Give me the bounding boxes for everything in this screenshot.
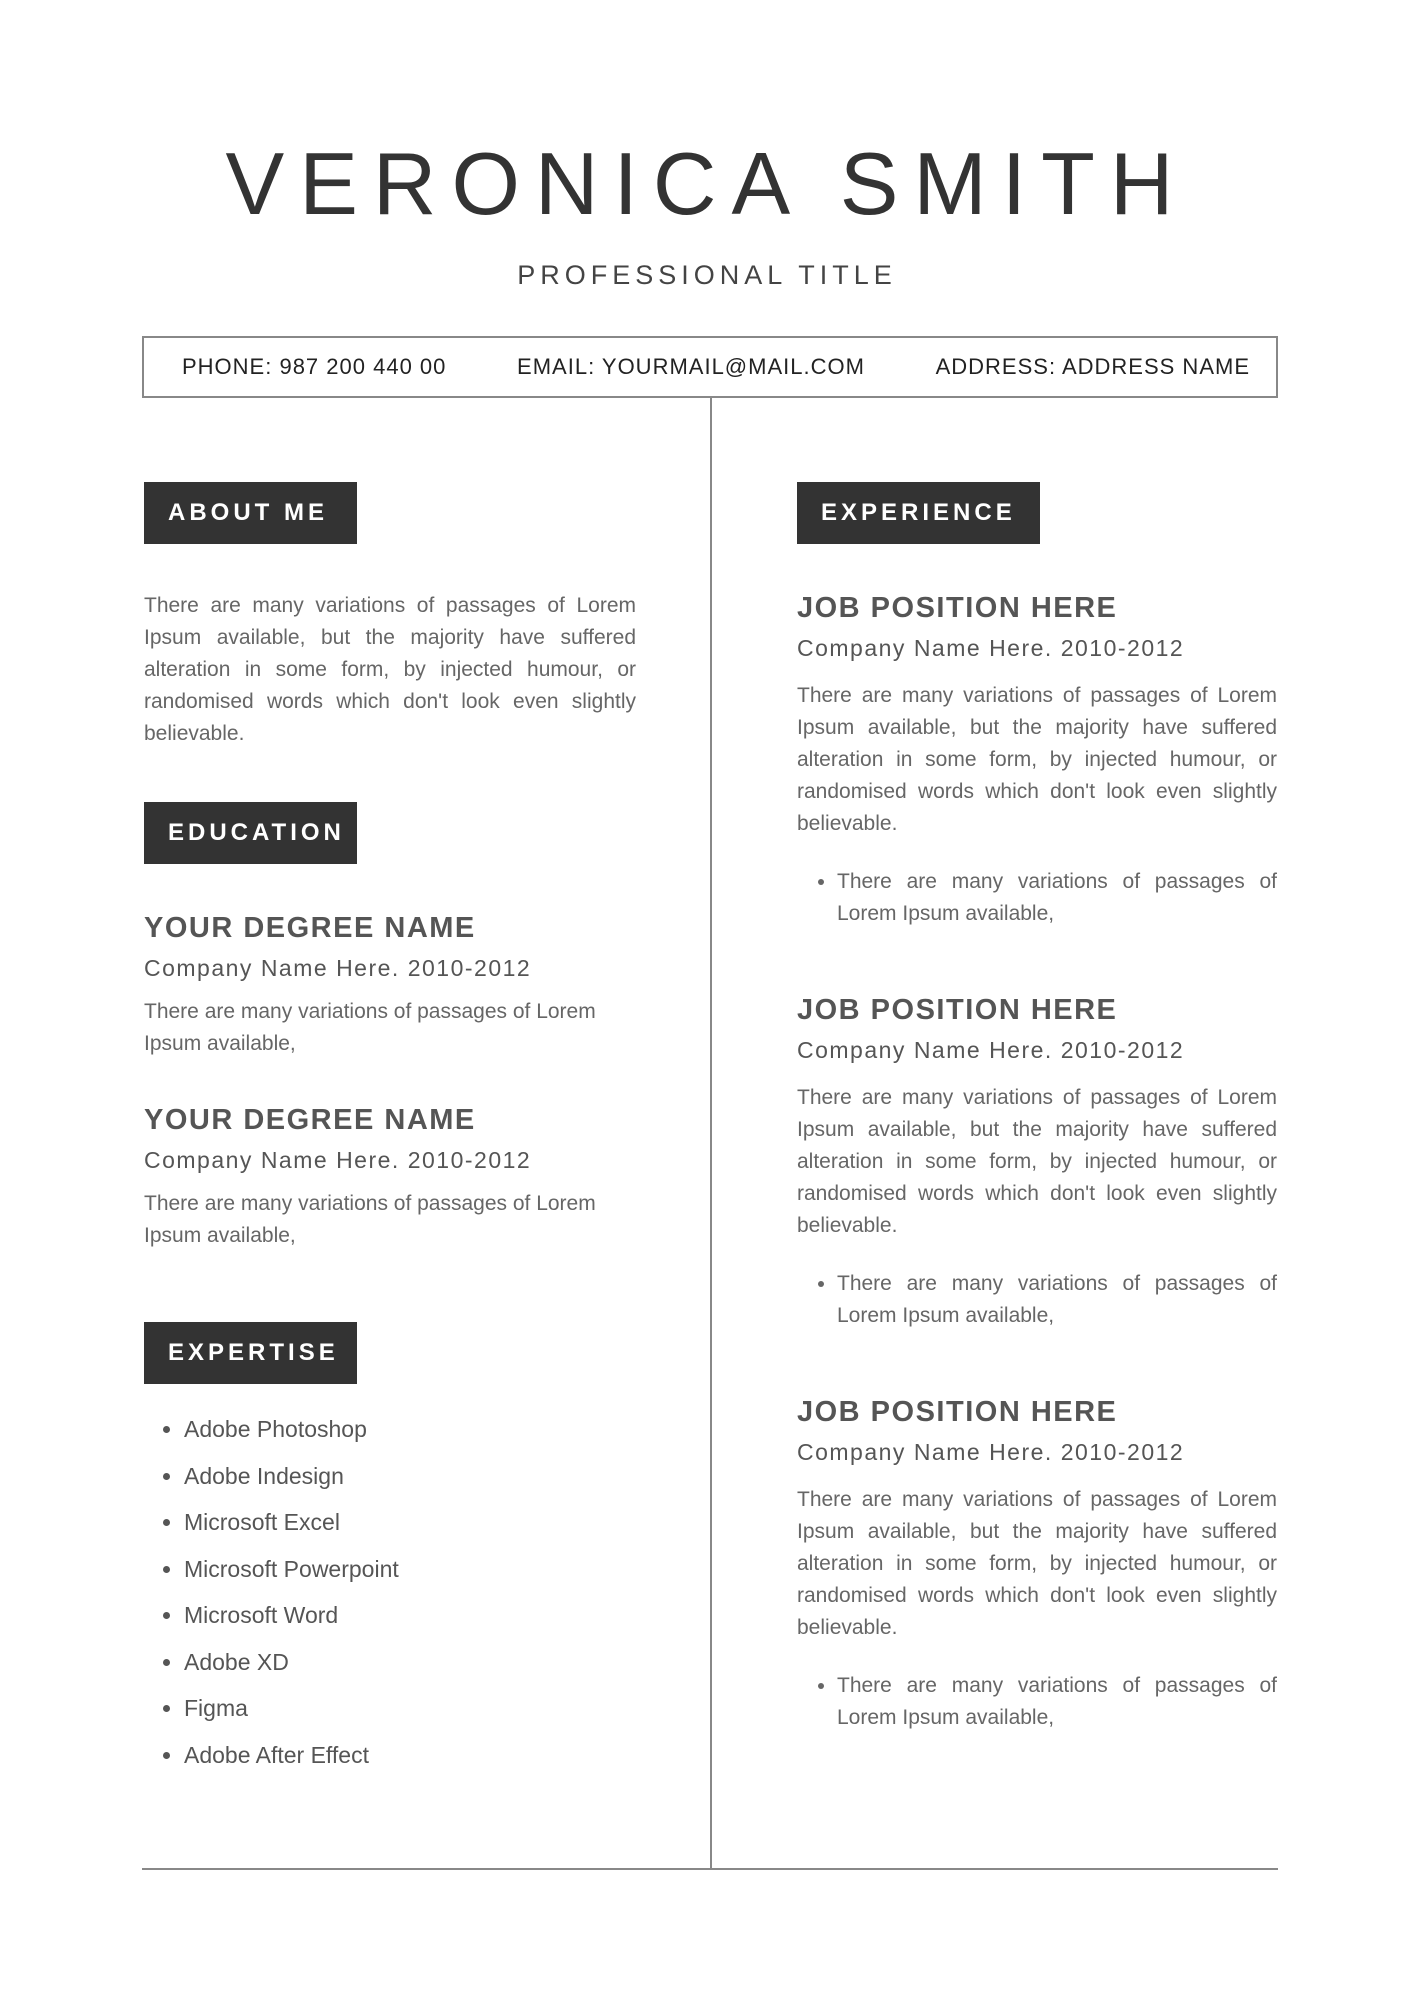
job-entry	[797, 992, 1277, 1332]
job-bullet: • There are many variations of passages of Lorem Ipsum available,	[837, 1268, 1277, 1332]
skill-item: • Adobe XD	[184, 1639, 636, 1686]
degree-text: There are many variations of passages of Lorem Ipsum available,	[144, 1000, 596, 1055]
education-item	[144, 1102, 636, 1252]
skill-item: • Adobe After Effect	[184, 1732, 636, 1779]
degree-company: Company Name Here. 2010-2012	[144, 1147, 532, 1173]
left-column	[144, 482, 636, 1778]
expertise-heading: EXPERTISE	[144, 1322, 357, 1384]
skill-item: • Figma	[184, 1685, 636, 1732]
right-column	[797, 482, 1277, 1734]
about-heading: ABOUT ME	[144, 482, 357, 544]
contact-bar	[142, 336, 1278, 398]
education-heading: EDUCATION	[144, 802, 357, 864]
professional-title: PROFESSIONAL TITLE	[517, 260, 897, 290]
job-company: Company Name Here. 2010-2012	[797, 1439, 1185, 1465]
degree-title: YOUR DEGREE NAME	[144, 1104, 476, 1136]
job-bullet: • There are many variations of passages of Lorem Ipsum available,	[837, 866, 1277, 930]
job-description: There are many variations of passages of Lorem Ipsum available, but the majority have suffered alteration in some form, by injected humour, or randomised words which don't look even slightly believable.	[797, 684, 1277, 835]
job-bullets	[797, 866, 1277, 930]
contact-email: EMAIL: YOURMAIL@MAIL.COM	[517, 354, 865, 379]
job-entry	[797, 1394, 1277, 1734]
education-item	[144, 910, 636, 1060]
job-entry	[797, 590, 1277, 930]
bottom-rule	[142, 1868, 1278, 1870]
job-company: Company Name Here. 2010-2012	[797, 1037, 1185, 1063]
resume-name: VERONICA SMITH	[225, 134, 1189, 233]
degree-text: There are many variations of passages of Lorem Ipsum available,	[144, 1192, 596, 1247]
job-company: Company Name Here. 2010-2012	[797, 635, 1185, 661]
job-bullet: • There are many variations of passages of Lorem Ipsum available,	[837, 1670, 1277, 1734]
job-description: There are many variations of passages of Lorem Ipsum available, but the majority have suffered alteration in some form, by injected humour, or randomised words which don't look even slightly believable.	[797, 1086, 1277, 1237]
skill-item: • Adobe Photoshop	[184, 1406, 636, 1453]
job-position: JOB POSITION HERE	[797, 994, 1118, 1026]
degree-title: YOUR DEGREE NAME	[144, 912, 476, 944]
skill-item: • Adobe Indesign	[184, 1453, 636, 1500]
job-position: JOB POSITION HERE	[797, 1396, 1118, 1428]
contact-address: ADDRESS: ADDRESS NAME	[935, 354, 1250, 379]
job-description: There are many variations of passages of Lorem Ipsum available, but the majority have suffered alteration in some form, by injected humour, or randomised words which don't look even slightly believable.	[797, 1488, 1277, 1639]
job-position: JOB POSITION HERE	[797, 592, 1118, 624]
job-bullets	[797, 1670, 1277, 1734]
about-text: There are many variations of passages of Lorem Ipsum available, but the majority have suffered alteration in some form, by injected humour, or randomised words which don't look even slightly believable.	[144, 594, 636, 745]
experience-heading: EXPERIENCE	[797, 482, 1040, 544]
degree-company: Company Name Here. 2010-2012	[144, 955, 532, 981]
column-divider	[710, 398, 712, 1870]
skill-item: • Microsoft Excel	[184, 1499, 636, 1546]
skill-item: • Microsoft Word	[184, 1592, 636, 1639]
skills-list	[144, 1406, 636, 1778]
skill-item: • Microsoft Powerpoint	[184, 1546, 636, 1593]
contact-phone: PHONE: 987 200 440 00	[182, 354, 447, 379]
job-bullets	[797, 1268, 1277, 1332]
